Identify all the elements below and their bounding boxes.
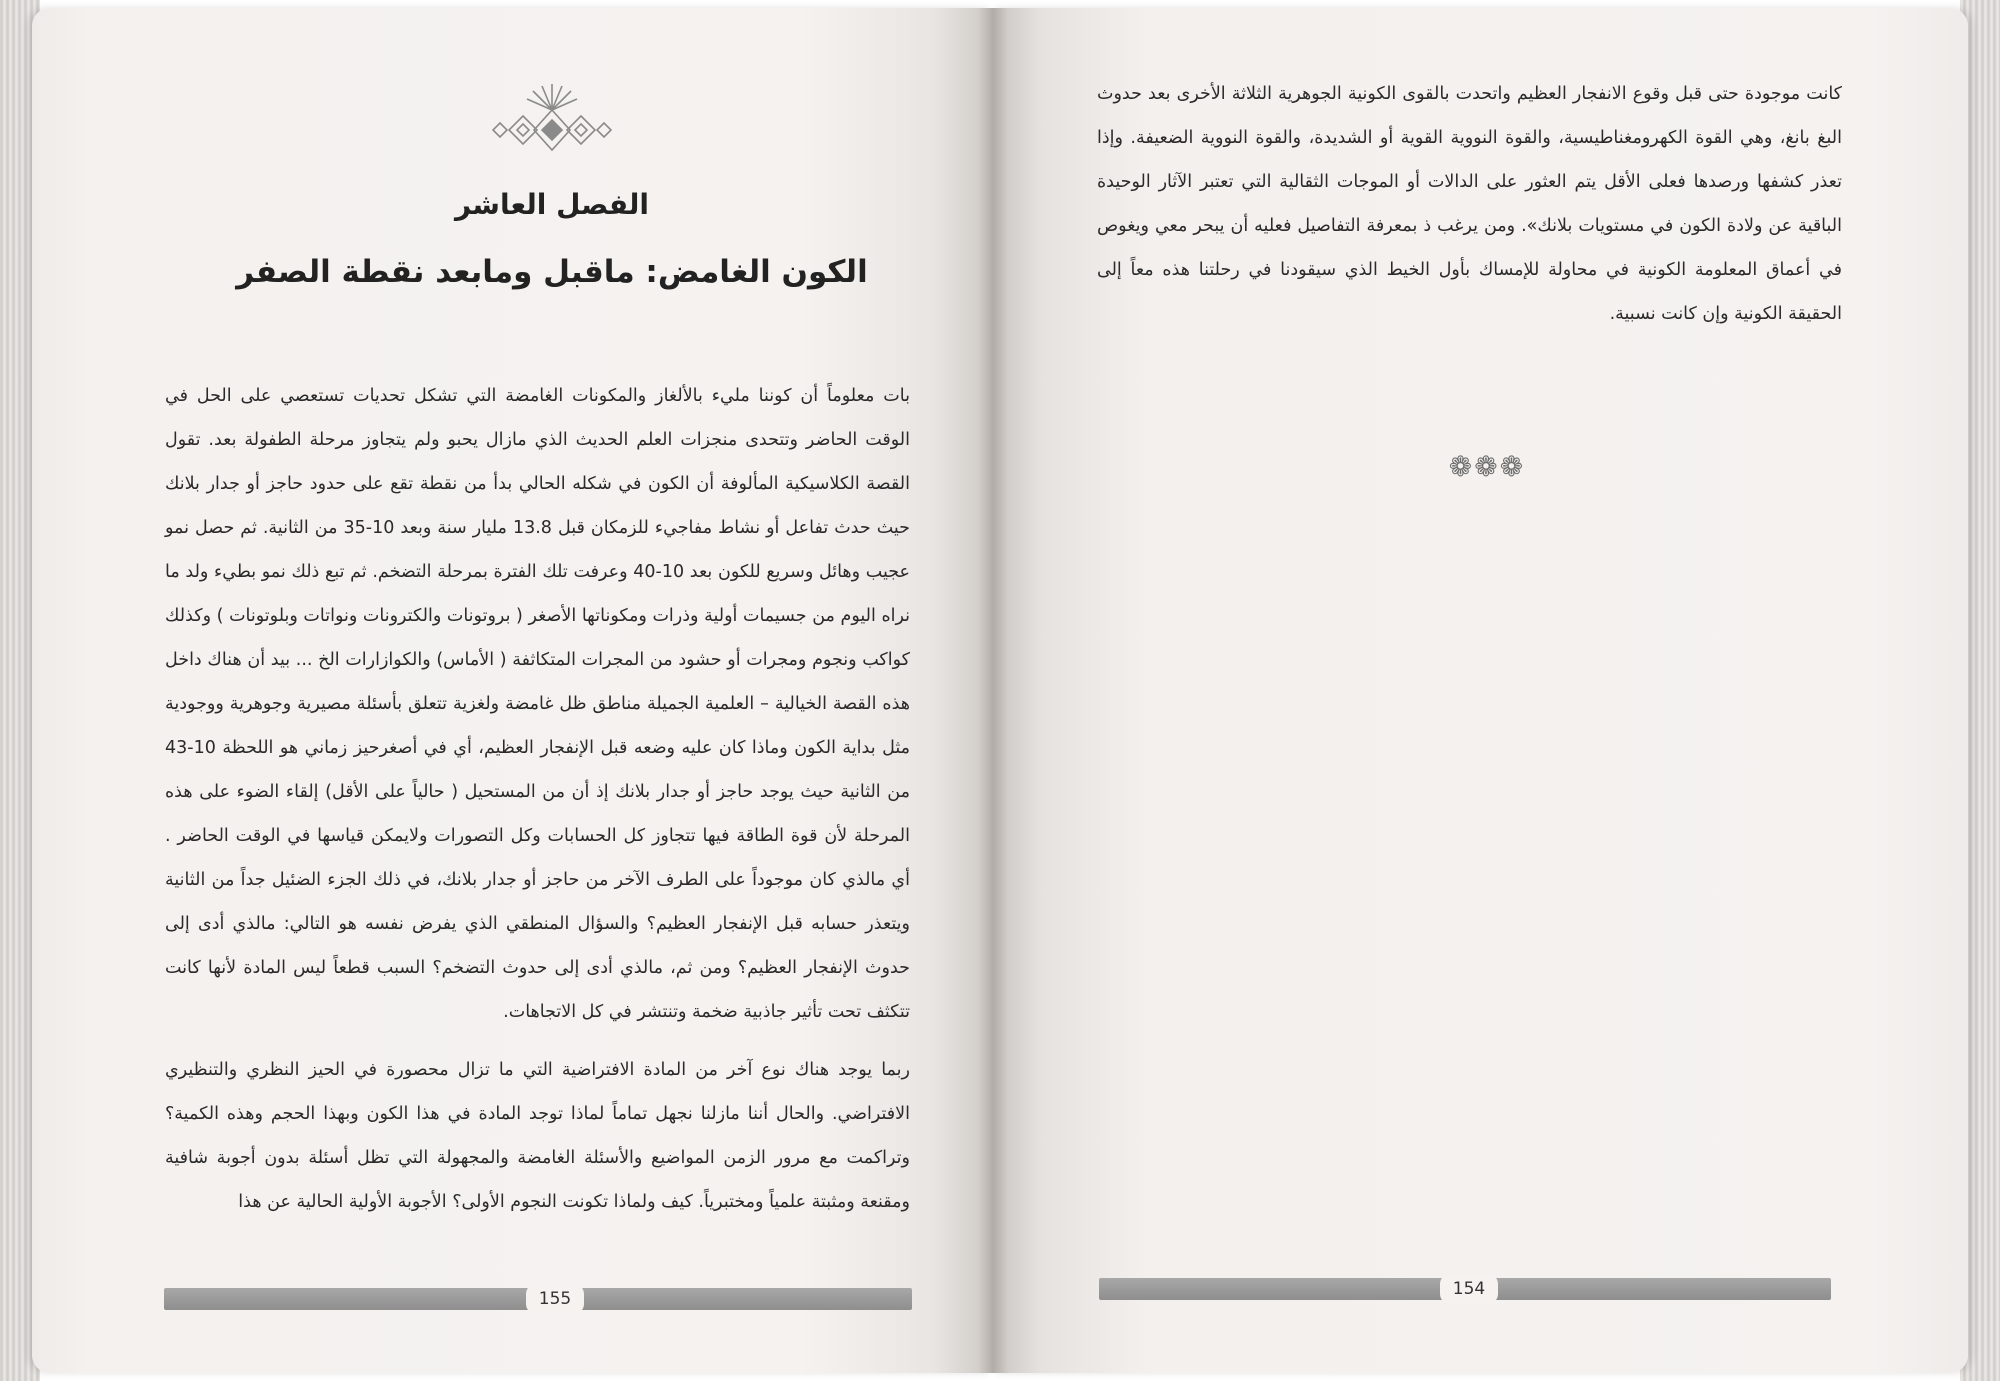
page-number: 155 xyxy=(526,1284,584,1314)
section-separator: ❁❁❁ xyxy=(1448,450,1526,483)
right-page xyxy=(992,8,1968,1373)
paragraph: ربما يوجد هناك نوع آخر من المادة الافتراضية التي ما تزال محصورة في الحيز النظري والتنظيري الافتراضي. والحال أننا مازلنا نجهل تماماً لماذا توجد المادة في هذا الكون وبهذا الحجم وهذه الكمية؟ وتراكمت مع مرور الزمن المواضيع والأسئلة الغامضة والمجهولة التي تظل أسئلة بدون أجوبة شافية ومقنعة ومثبتة علمياً ومختبرياً. كيف ولماذا تكونت النجوم الأولى؟ الأجوبة الأولية الحالية عن هذا xyxy=(165,1060,910,1212)
right-page-body xyxy=(1097,72,1842,336)
chapter-label: الفصل العاشر xyxy=(455,188,649,221)
left-page-body xyxy=(165,374,910,1224)
chapter-title: الكون الغامض: ماقبل ومابعد نقطة الصفر xyxy=(236,254,868,290)
book-gutter xyxy=(978,8,1008,1373)
paragraph: كانت موجودة حتى قبل وقوع الانفجار العظيم واتحدت بالقوى الكونية الجوهرية الثلاثة الأخرى بعد حدوث البغ بانغ، وهي القوة الكهرومغناطيسية، والقوة النووية القوية أو الشديدة، والقوة النووية الضعيفة. وإذا تعذر كشفها ورصدها فعلى الأقل يتم العثور على الدالات أو الموجات الثقالية التي تعتبر الآثار الوحيدة الباقية عن ولادة الكون في مستويات بلانك». ومن يرغب ذ بمعرفة التفاصيل فعليه أن يبحر معي ويغوص في أعماق المعلومة الكونية في محاولة للإمساك بأول الخيط الذي سيقودنا في رحلتنا هذه معاً إلى الحقيقة الكونية وإن كانت نسبية. xyxy=(1097,84,1842,324)
page-footer-bar xyxy=(1099,1278,1831,1300)
left-page xyxy=(32,8,992,1373)
paragraph: بات معلوماً أن كوننا مليء بالألغاز والمكونات الغامضة التي تشكل تحديات تستعصي على الحل في الوقت الحاضر وتتحدى منجزات العلم الحديث الذي مازال يحبو ولم يتجاوز مرحلة الطفولة بعد. تقول القصة الكلاسيكية المألوفة أن الكون في شكله الحالي بدأ من نقطة تقع على حدود حاجز أو جدار بلانك حيث حدث تفاعل أو نشاط مفاجيء للزمكان قبل 13.8 مليار سنة وبعد 10-35 من الثانية. ثم حصل نمو عجيب وهائل وسريع للكون بعد 10-40 وعرفت تلك الفترة بمرحلة التضخم. ثم تبع ذلك نمو بطيء ولد ما نراه اليوم من جسيمات أولية وذرات ومكوناتها الأصغر ( بروتونات والكترونات ونواتات وبلوتونات ) وكذلك كواكب ونجوم ومجرات أو حشود من المجرات المتكاثفة ( الأماس) والكوازارات الخ ... بيد أن هناك داخل هذه القصة الخيالية – العلمية الجميلة مناطق ظل غامضة ولغزية تتعلق بأسئلة مصيرية وجوهرية ووجودية مثل بداية الكون وماذا كان عليه وضعه قبل الإنفجار العظيم، أي في أصغرحيز زماني هو اللحظة 10-43 من الثانية حيث يوجد حاجز أو جدار بلانك إذ أن من المستحيل ( حالياً على الأقل) إلقاء الضوء على هذه المرحلة لأن قوة الطاقة فيها تتجاوز كل الحسابات وكل التصورات ولايمكن قياسها في الوقت الحاضر . أي مالذي كان موجوداً على الطرف الآخر من حاجز أو جدار بلانك، في ذلك الجزء الضئيل جداً من الثانية ويتعذر حسابه قبل الإنفجار العظيم؟ والسؤال المنطقي الذي يفرض نفسه هو التالي: مالذي أدى إلى حدوث الإنفجار العظيم؟ ومن ثم، مالذي أدى إلى حدوث التضخم؟ السبب قطعاً ليس المادة لأنها كانت تتكثف تحت تأثير جاذبية ضخمة وتنتشر في كل الاتجاهات. xyxy=(165,386,911,1022)
page-footer-bar xyxy=(164,1288,912,1310)
diamond-sunburst-ornament-icon xyxy=(487,80,617,160)
page-number: 154 xyxy=(1440,1274,1498,1304)
